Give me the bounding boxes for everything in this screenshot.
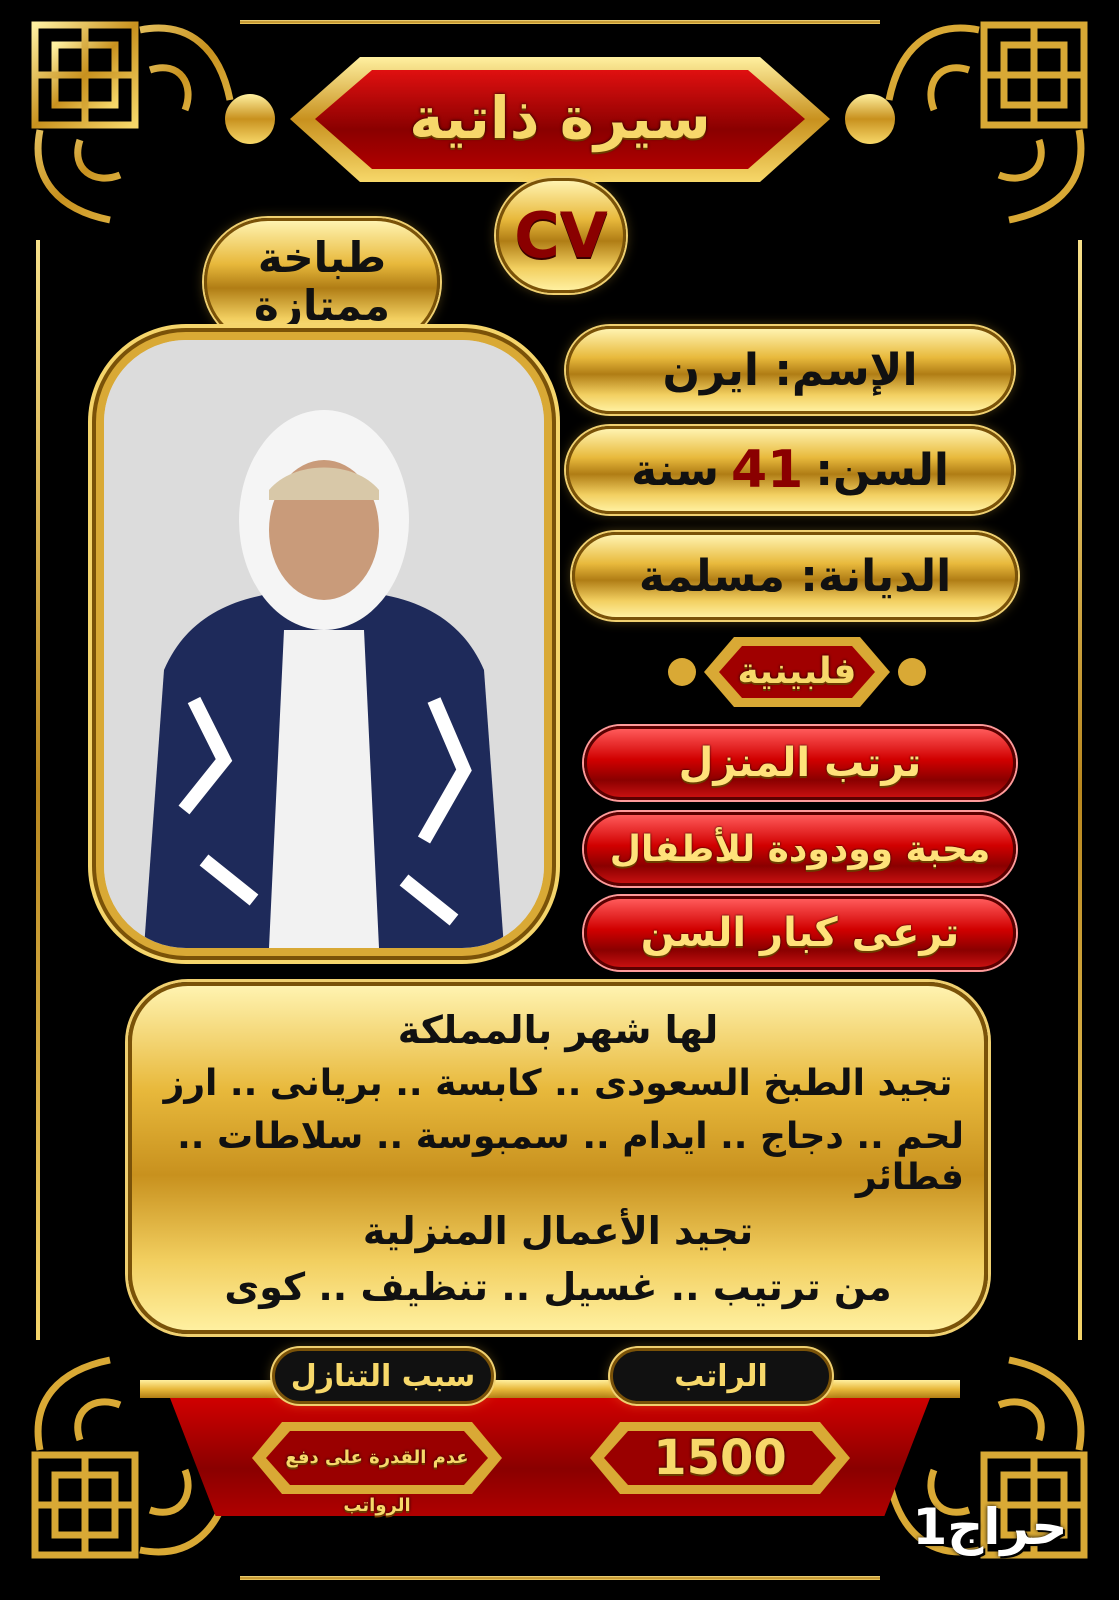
age-unit: سنة [631, 444, 719, 496]
photo-illustration [104, 340, 544, 948]
nationality-text: فلبينية [737, 651, 857, 692]
frame-left-line [36, 240, 40, 1340]
cv-badge [496, 178, 626, 293]
frame-bottom-line [240, 1576, 880, 1580]
salary-value: 1500 [653, 1430, 787, 1486]
reason-value: عدم القدرة على دفع الرواتب [285, 1447, 469, 1516]
name-text: الإسم: ايرن [662, 344, 918, 396]
age-label: السن: [815, 444, 949, 496]
cook-tag-line1: طباخة [257, 233, 387, 282]
cook-tag [204, 218, 440, 346]
description-box [128, 982, 988, 1334]
description-line-2: تجيد الطبخ السعودى .. كابسة .. بريانى .. ارز [163, 1063, 953, 1104]
religion-text: الديانة: مسلمة [638, 550, 952, 602]
candidate-photo [96, 332, 552, 956]
cook-tag-line2: ممتازة [253, 281, 391, 330]
age-pill [566, 426, 1014, 514]
salary-label: الراتب [674, 1358, 768, 1394]
name-pill [566, 326, 1014, 414]
skill-text-2: محبة وودودة للأطفال [609, 828, 991, 870]
age-value: 41 [730, 440, 804, 500]
reason-label-pill [272, 1348, 494, 1404]
description-line-3: لحم .. دجاج .. ايدام .. سمبوسة .. سلاطات .. فطائر [177, 1115, 964, 1198]
skill-text-3: ترعى كبار السن [640, 910, 960, 956]
skill-item-1 [584, 726, 1016, 800]
skill-item-3 [584, 896, 1016, 970]
description-line-5: من ترتيب .. غسيل .. تنظيف .. كوى [224, 1264, 892, 1309]
header-title: سيرة ذاتية [409, 84, 711, 152]
cv-badge-text: CV [514, 199, 608, 272]
footer-gold-strip [140, 1380, 960, 1398]
watermark: حراج1 [912, 1498, 1068, 1556]
corner-ornament-top-left [20, 10, 250, 240]
skill-item-2 [584, 812, 1016, 886]
corner-ornament-top-right [869, 10, 1099, 240]
frame-top-line [240, 20, 880, 24]
salary-label-pill [610, 1348, 832, 1404]
religion-pill [572, 532, 1018, 620]
frame-right-line [1078, 240, 1082, 1340]
description-line-1: لها شهر بالمملكة [397, 1007, 719, 1052]
reason-label: سبب التنازل [290, 1358, 476, 1394]
description-line-4: تجيد الأعمال المنزلية [362, 1209, 754, 1253]
skill-text-1: ترتب المنزل [678, 740, 922, 786]
